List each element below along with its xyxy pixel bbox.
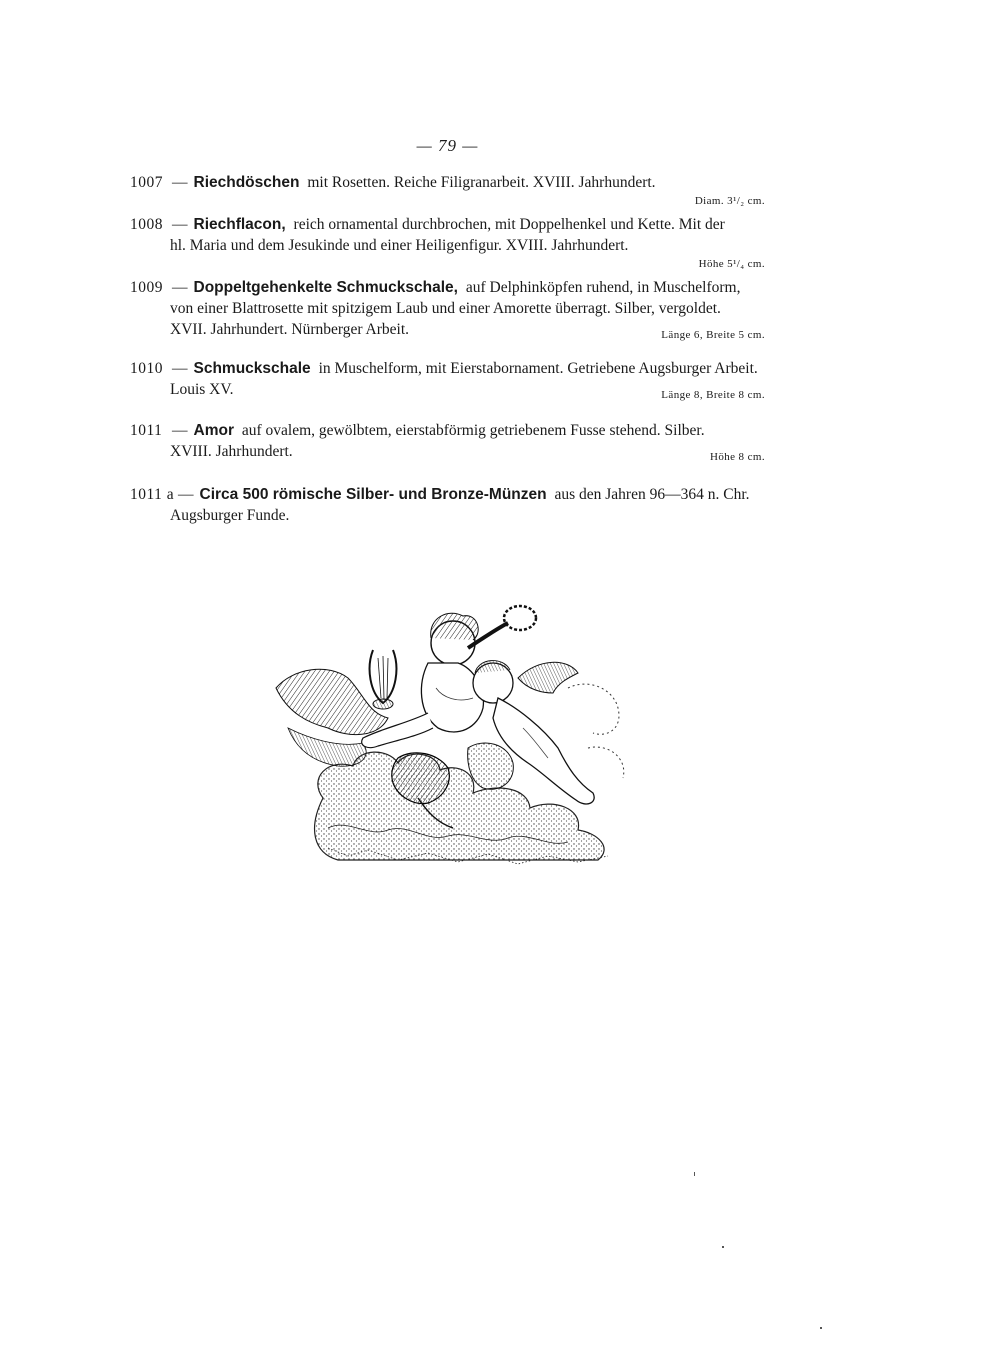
- dash: —: [172, 279, 188, 296]
- lot-number: 1010: [130, 360, 163, 377]
- item-title: Riechdöschen: [193, 174, 300, 191]
- item-dimensions: Höhe 5¹/₄ cm.: [698, 258, 765, 270]
- item-title: Doppeltgehenkelte Schmuckschale,: [193, 279, 458, 296]
- item-dimensions: Diam. 3¹/₂ cm.: [694, 195, 765, 207]
- page-number: — 79 —: [416, 136, 479, 155]
- item-title: Amor: [193, 422, 234, 439]
- item-dimensions: Länge 8, Breite 8 cm.: [661, 389, 765, 401]
- scan-speck: [694, 1172, 695, 1176]
- cherubs-engraving-icon: [268, 598, 648, 866]
- item-description-end: Louis XV.: [170, 381, 234, 398]
- item-description: mit Rosetten. Reiche Filigranarbeit. XVIII. Jahrhundert.: [307, 174, 656, 191]
- dash: —: [172, 174, 188, 191]
- catalog-entry-1007: [130, 172, 795, 207]
- item-description-end: XVII. Jahrhundert. Nürnberger Arbeit.: [170, 321, 410, 338]
- dash: —: [172, 422, 188, 439]
- item-description-cont: von einer Blattrosette mit spitzigem Laub und einer Amorette überragt. Silber, vergoldet.: [170, 300, 721, 317]
- dash: —: [172, 216, 188, 233]
- lot-number: 1009: [130, 279, 163, 296]
- lot-number: 1007: [130, 174, 163, 191]
- item-description: in Muschelform, mit Eierstabornament. Getriebene Augsburger Arbeit.: [318, 360, 758, 377]
- item-description: auf ovalem, gewölbtem, eierstabförmig getriebenem Fusse stehend. Silber.: [241, 422, 705, 439]
- item-title: Riechflacon,: [193, 216, 286, 233]
- lot-number: 1011: [130, 422, 163, 439]
- item-title: Circa 500 römische Silber- und Bronze-Münzen: [199, 486, 547, 503]
- item-dimensions: Höhe 8 cm.: [709, 451, 765, 463]
- item-description: aus den Jahren 96—364 n. Chr.: [554, 486, 750, 503]
- dash: —: [172, 360, 188, 377]
- item-description-cont: [130, 379, 795, 400]
- dash: —: [178, 486, 194, 503]
- item-description-end: XVIII. Jahrhundert.: [170, 443, 293, 460]
- catalog-entry-1011: [130, 420, 795, 462]
- scan-speck: [820, 1327, 822, 1329]
- catalog-entry-1010: [130, 358, 795, 400]
- item-description-cont: hl. Maria und dem Jesukinde und einer Heiligenfigur. XVIII. Jahrhundert.: [170, 237, 629, 254]
- catalog-entry-1009: [130, 277, 795, 340]
- item-description-cont: [130, 319, 795, 340]
- lot-number: 1011 a: [130, 486, 175, 503]
- item-dimensions: Länge 6, Breite 5 cm.: [661, 329, 765, 341]
- item-description: auf Delphinköpfen ruhend, in Muschelform,: [465, 279, 741, 296]
- scan-speck: [722, 1246, 724, 1248]
- lot-number: 1008: [130, 216, 163, 233]
- catalog-entry-1008: [130, 214, 795, 270]
- item-description: reich ornamental durchbrochen, mit Doppelhenkel und Kette. Mit der: [293, 216, 725, 233]
- catalog-entry-1011a: [130, 484, 795, 526]
- item-description-cont: Augsburger Funde.: [170, 507, 290, 524]
- item-title: Schmuckschale: [193, 360, 311, 377]
- item-description-cont: [130, 441, 795, 462]
